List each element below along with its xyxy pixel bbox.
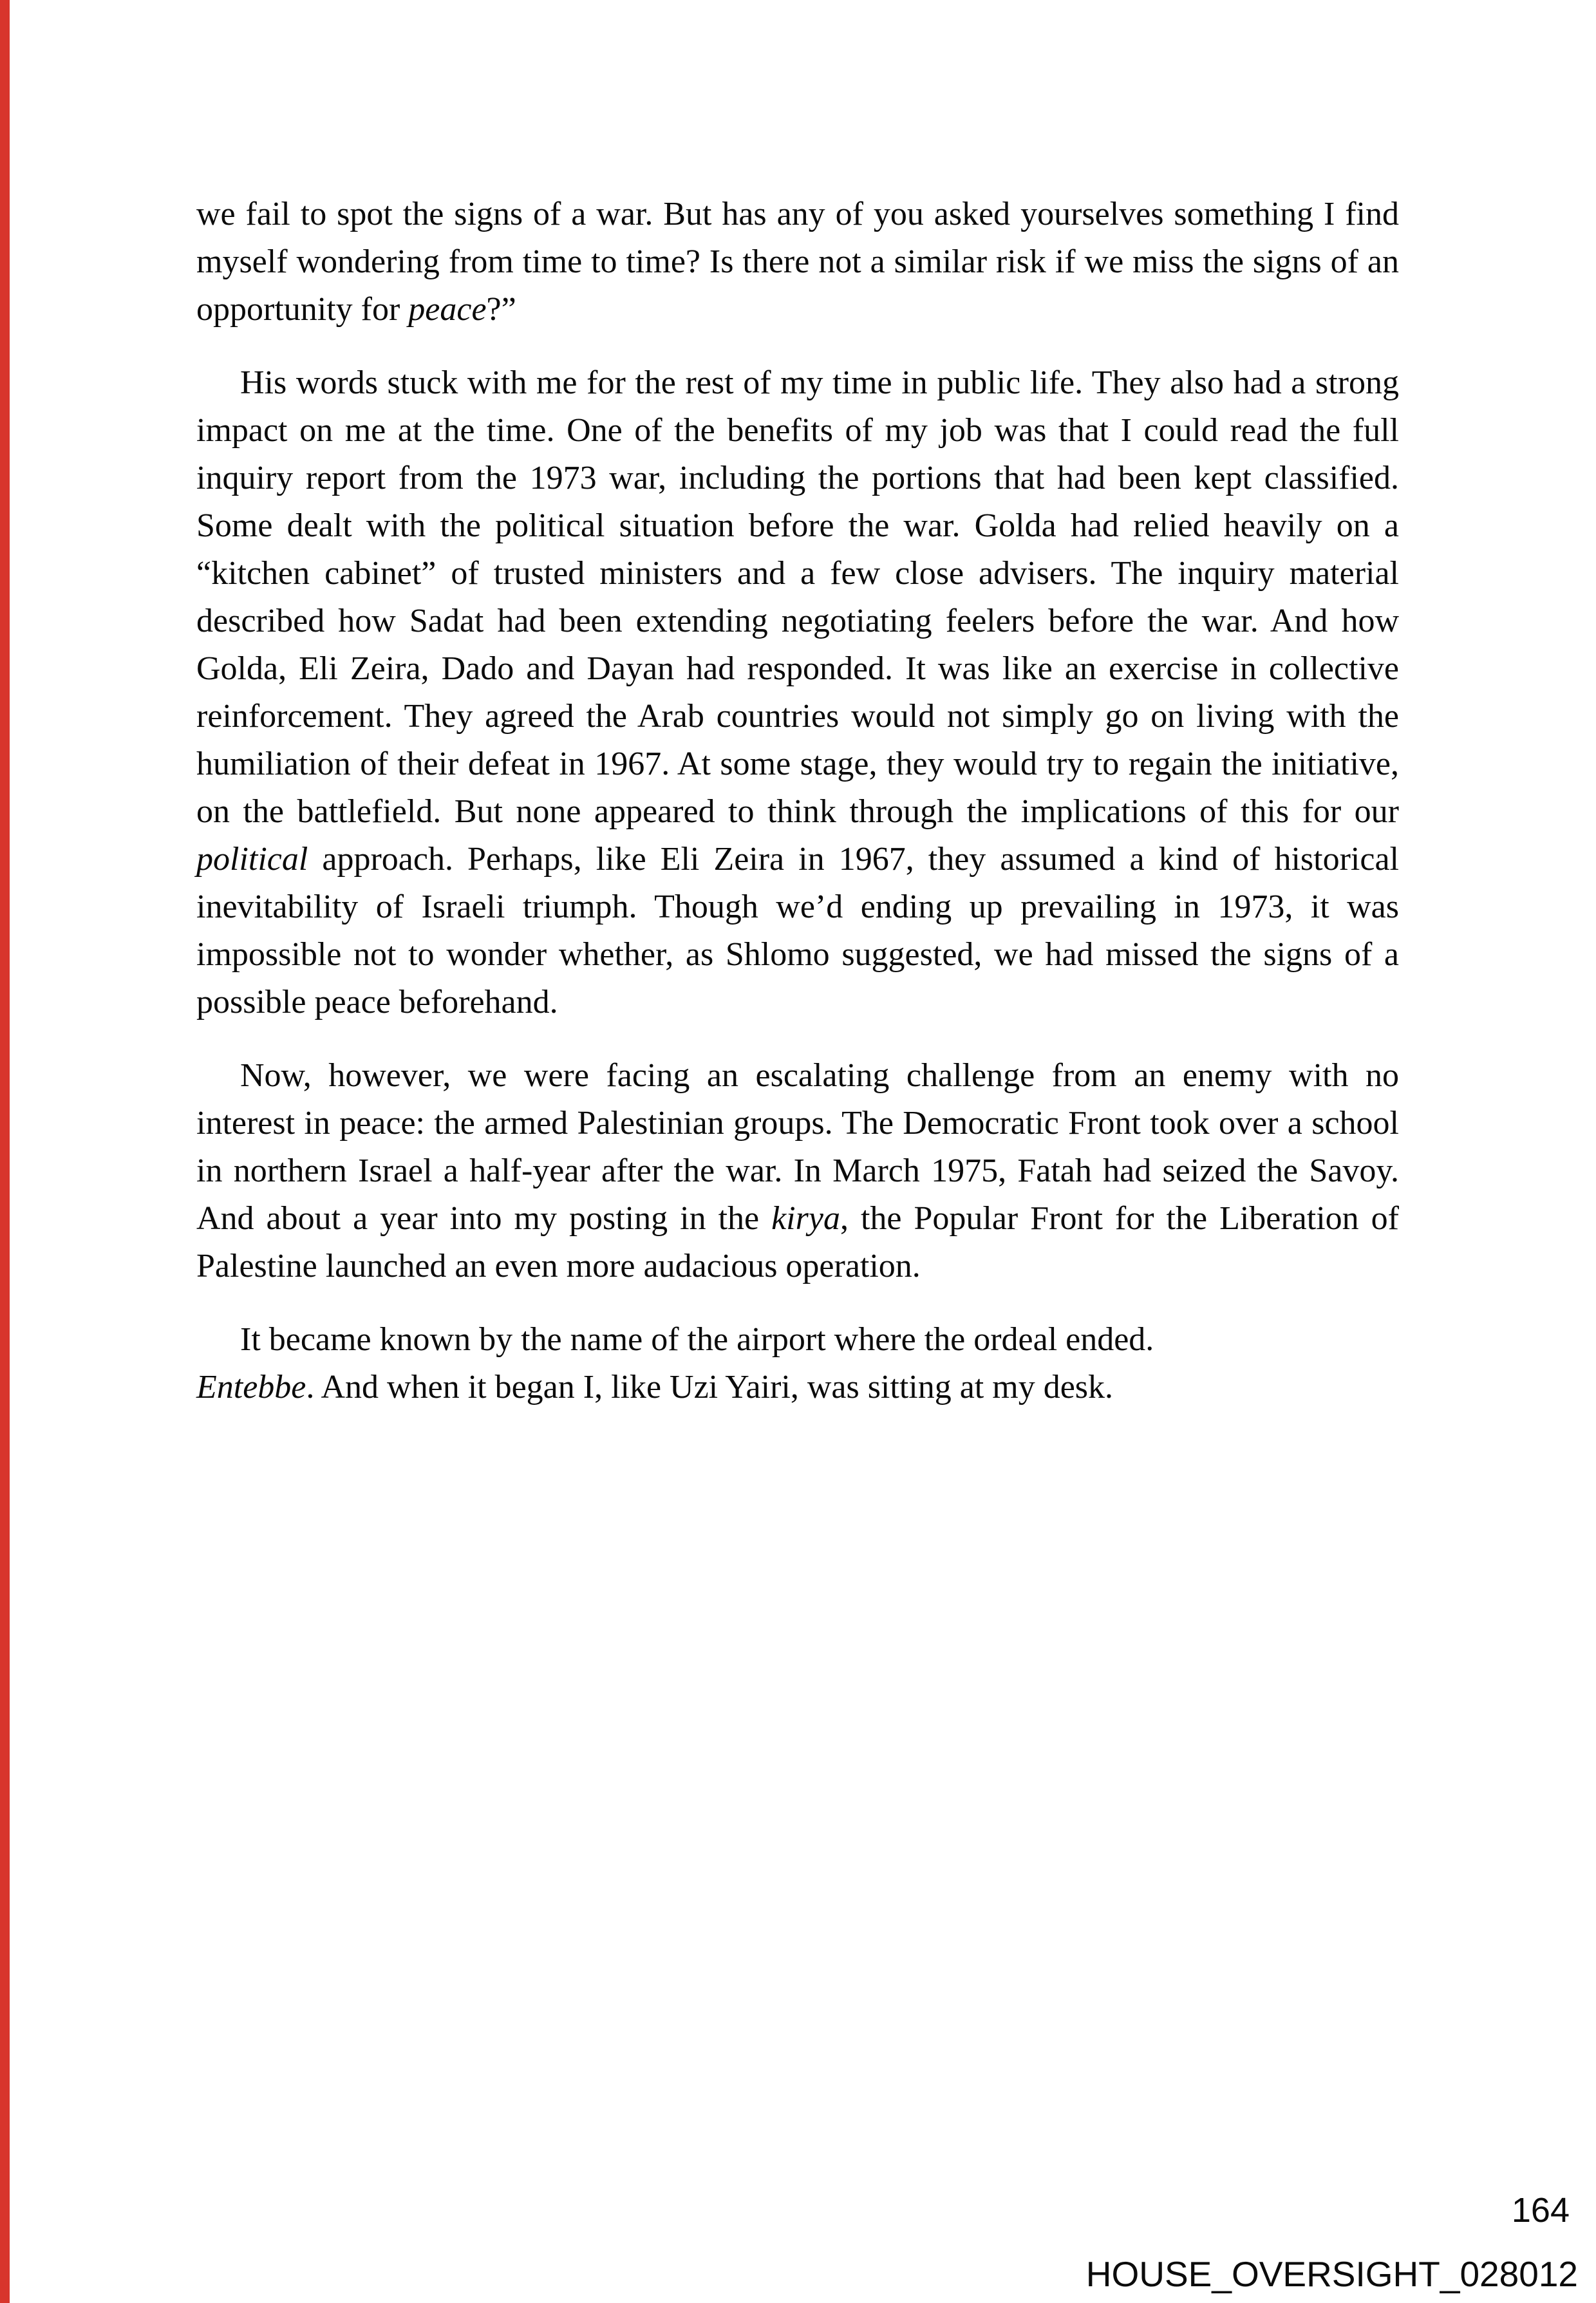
- text-run: , the Popular Front for the Liberation of Palestine launched an even more audacious operation.: [196, 1200, 1399, 1284]
- paragraph: [196, 191, 1399, 334]
- paragraph: [196, 359, 1399, 1026]
- italic-text-run: political: [196, 841, 308, 878]
- bates-number: HOUSE_OVERSIGHT_028012: [1085, 2254, 1578, 2294]
- text-run: ?”: [486, 291, 516, 328]
- italic-text-run: peace: [408, 291, 487, 328]
- text-run: His words stuck with me for the rest of my time in public life. They also had a strong impact on me at the time. One of the benefits of my job was that I could read the full inquiry report from the 1973 war, including the portions that had been kept classified. Some dealt with the political situation before the war. Golda had relied heavily on a “kitchen cabinet” of trusted ministers and a few close advisers. The inquiry material described how Sadat had been extending negotiating feelers before the war. And how Golda, Eli Zeira, Dado and Dayan had responded. It was like an exercise in collective reinforcement. They agreed the Arab countries would not simply go on living with the humiliation of their defeat in 1967. At some stage, they would try to regain the initiative, on the battlefield. But none appeared to think through the implications of this for our: [196, 364, 1399, 830]
- text-run: It became known by the name of the airport where the ordeal ended.: [240, 1321, 1154, 1358]
- page-number: 164: [1511, 2191, 1570, 2230]
- text-run: Now, however, we were facing an escalating challenge from an enemy with no interest in peace: the armed Palestinian groups. The Democratic Front took over a school in northern Israel a half-year after the war. In March 1975, Fatah had seized the Savoy. And about a year into my posting in the: [196, 1057, 1399, 1237]
- paragraph: [196, 1316, 1399, 1411]
- text-run: . And when it began I, like Uzi Yairi, was sitting at my desk.: [306, 1369, 1114, 1405]
- body-text: [196, 191, 1399, 1437]
- paragraph: [196, 1052, 1399, 1290]
- italic-text-run: kirya: [771, 1200, 840, 1237]
- text-run: we fail to spot the signs of a war. But has any of you asked yourselves something I find myself wondering from time to time? Is there not a similar risk if we miss the signs of an opportunity for: [196, 196, 1399, 328]
- text-run: approach. Perhaps, like Eli Zeira in 1967, they assumed a kind of historical inevitability of Israeli triumph. Though we’d ending up prevailing in 1973, it was impossible not to wonder whether, as Shlomo suggested, we had missed the signs of a possible peace beforehand.: [196, 841, 1399, 1020]
- italic-text-run: Entebbe: [196, 1369, 306, 1405]
- left-edge-red-bar: [0, 0, 10, 2303]
